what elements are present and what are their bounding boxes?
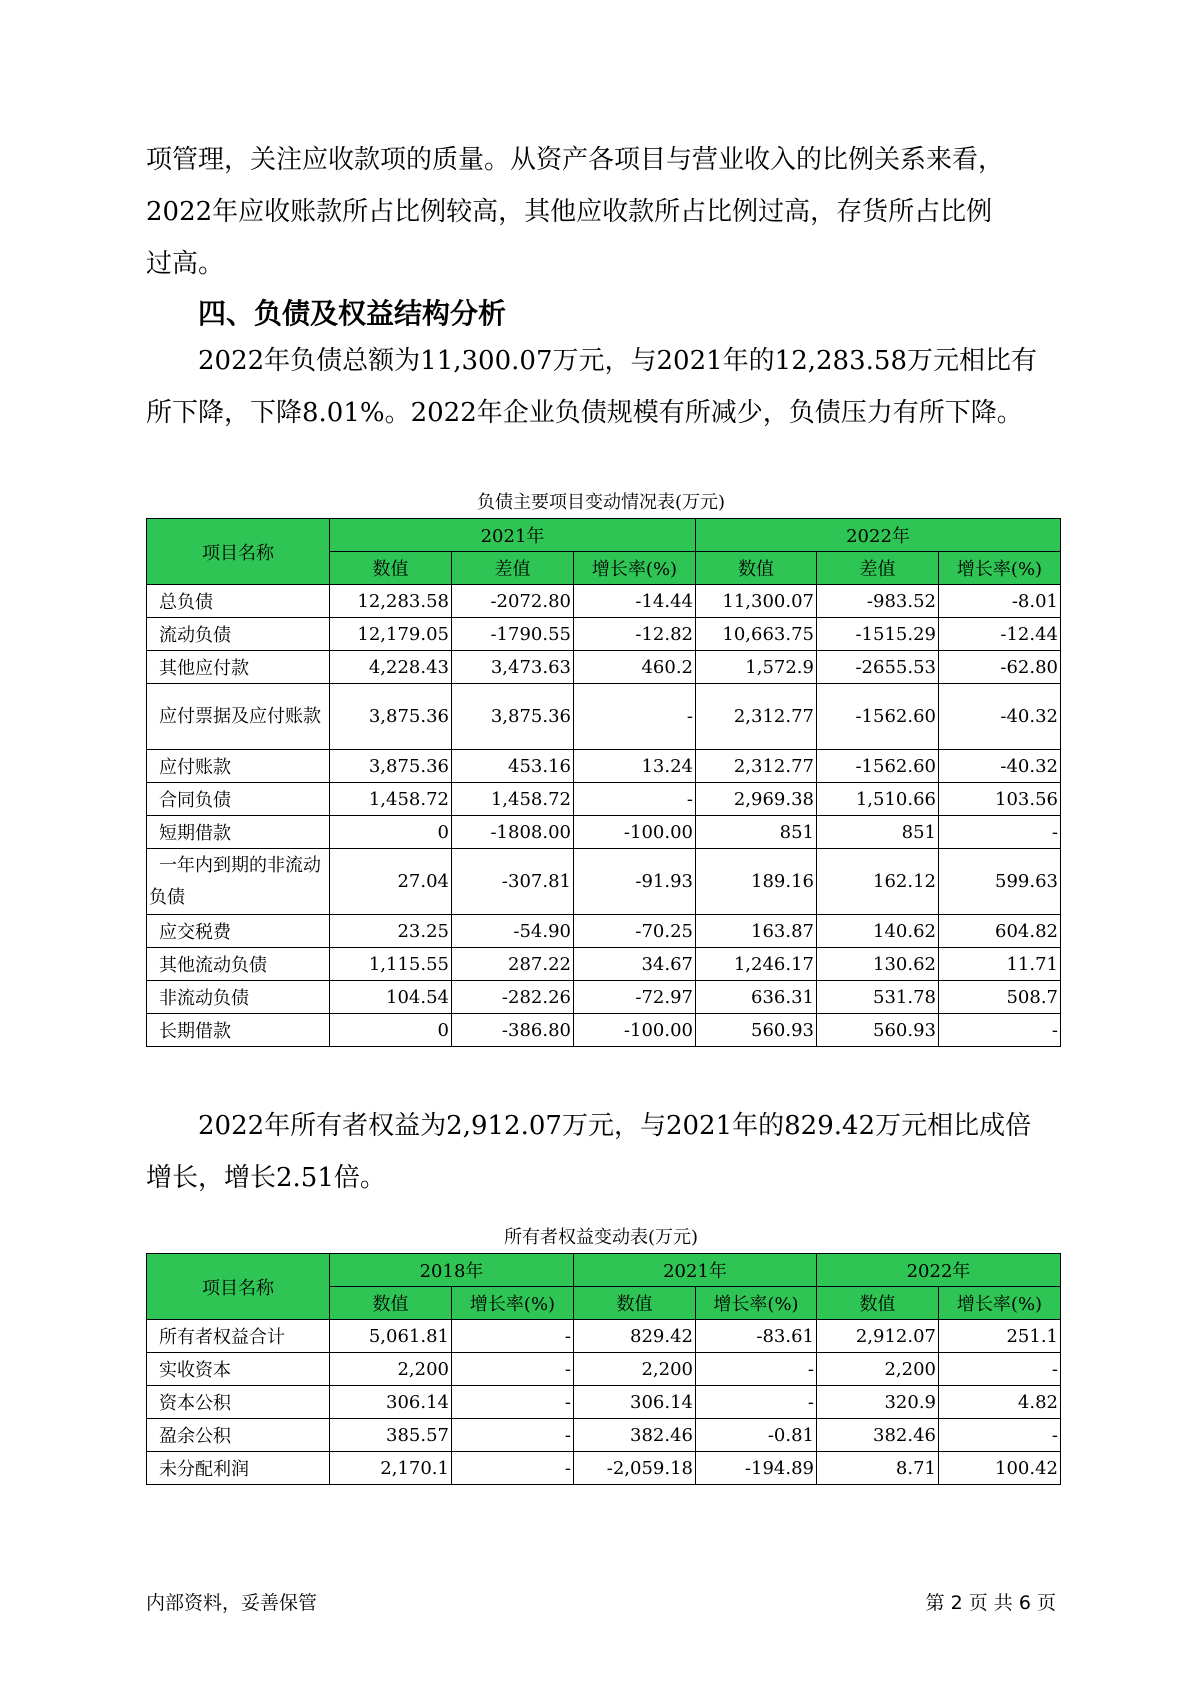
table-row [147, 1386, 1061, 1419]
value-cell: - [452, 1419, 574, 1452]
column-header-growth: 增长率(%) [696, 1287, 817, 1320]
table-row [147, 1419, 1061, 1452]
value-cell: 851 [817, 816, 939, 849]
table2-caption: 所有者权益变动表(万元) [503, 1227, 699, 1248]
value-cell: 851 [696, 816, 817, 849]
row-name-cell: 长期借款 [147, 1014, 330, 1047]
value-cell: 460.2 [574, 651, 696, 684]
column-header-growth: 增长率(%) [939, 1287, 1061, 1320]
value-cell: -0.81 [696, 1419, 817, 1452]
row-name-cell: 应交税费 [147, 915, 330, 948]
section-heading: 四、负债及权益结构分析 [198, 297, 507, 330]
value-cell: 560.93 [817, 1014, 939, 1047]
value-cell: 0 [330, 1014, 452, 1047]
value-cell: 385.57 [330, 1419, 452, 1452]
value-cell: -1808.00 [452, 816, 574, 849]
value-cell: -12.44 [939, 618, 1061, 651]
value-cell: -100.00 [574, 816, 696, 849]
intro-paragraph [146, 134, 1056, 290]
row-name-cell: 实收资本 [147, 1353, 330, 1386]
table-row [147, 1320, 1061, 1353]
row-name-cell: 应付账款 [147, 750, 330, 783]
page-total: 6 [1018, 1592, 1031, 1614]
value-cell: 251.1 [939, 1320, 1061, 1353]
value-cell: 5,061.81 [330, 1320, 452, 1353]
value-cell: - [452, 1353, 574, 1386]
value-cell: 3,875.36 [452, 684, 574, 750]
value-cell: 4,228.43 [330, 651, 452, 684]
intro-line: 项管理，关注应收款项的质量。从资产各项目与营业收入的比例关系来看， [146, 145, 1005, 175]
value-cell: -307.81 [452, 849, 574, 915]
value-cell: -1515.29 [817, 618, 939, 651]
value-cell: 0 [330, 816, 452, 849]
value-cell: 163.87 [696, 915, 817, 948]
footer-page-number [926, 1590, 1056, 1616]
value-cell: -91.93 [574, 849, 696, 915]
value-cell: 11.71 [939, 948, 1061, 981]
column-header-value: 数值 [817, 1287, 939, 1320]
value-cell: 306.14 [574, 1386, 696, 1419]
value-cell: -1790.55 [452, 618, 574, 651]
value-cell: 382.46 [817, 1419, 939, 1452]
value-cell: 2,312.77 [696, 684, 817, 750]
value-cell: -386.80 [452, 1014, 574, 1047]
value-cell: 2,170.1 [330, 1452, 452, 1485]
column-header-value: 数值 [696, 552, 817, 585]
column-header-item-name: 项目名称 [147, 519, 330, 585]
value-cell: 27.04 [330, 849, 452, 915]
row-name-cell: 未分配利润 [147, 1452, 330, 1485]
value-cell: 2,912.07 [817, 1320, 939, 1353]
value-cell: 2,200 [574, 1353, 696, 1386]
value-cell: 1,115.55 [330, 948, 452, 981]
value-cell: 1,458.72 [330, 783, 452, 816]
row-name-cell: 一年内到期的非流动负债 [147, 849, 330, 915]
value-cell: -40.32 [939, 684, 1061, 750]
value-cell: -14.44 [574, 585, 696, 618]
table-row [147, 981, 1061, 1014]
column-header-diff: 差值 [452, 552, 574, 585]
value-cell: -100.00 [574, 1014, 696, 1047]
equity-table [146, 1253, 1061, 1485]
value-cell: - [939, 1014, 1061, 1047]
value-cell: 1,510.66 [817, 783, 939, 816]
value-cell: 34.67 [574, 948, 696, 981]
column-group-2022: 2022年 [817, 1254, 1061, 1287]
row-name-cell: 总负债 [147, 585, 330, 618]
table-row [147, 849, 1061, 915]
value-cell: -12.82 [574, 618, 696, 651]
value-cell: 11,300.07 [696, 585, 817, 618]
column-group-2021: 2021年 [574, 1254, 817, 1287]
value-cell: 103.56 [939, 783, 1061, 816]
value-cell: 1,246.17 [696, 948, 817, 981]
paragraph-line: 增长，增长2.51倍。 [146, 1163, 386, 1193]
table-row [147, 948, 1061, 981]
table-row [147, 651, 1061, 684]
table-row [147, 783, 1061, 816]
column-header-item-name: 项目名称 [147, 1254, 330, 1320]
value-cell: -194.89 [696, 1452, 817, 1485]
value-cell: -54.90 [452, 915, 574, 948]
value-cell: 2,969.38 [696, 783, 817, 816]
value-cell: 2,200 [817, 1353, 939, 1386]
column-group-2022: 2022年 [696, 519, 1061, 552]
column-header-growth: 增长率(%) [939, 552, 1061, 585]
value-cell: 23.25 [330, 915, 452, 948]
value-cell: 320.9 [817, 1386, 939, 1419]
table-row [147, 684, 1061, 750]
value-cell: 130.62 [817, 948, 939, 981]
value-cell: 3,473.63 [452, 651, 574, 684]
value-cell: 12,179.05 [330, 618, 452, 651]
value-cell: -282.26 [452, 981, 574, 1014]
value-cell: -2072.80 [452, 585, 574, 618]
column-header-value: 数值 [330, 1287, 452, 1320]
value-cell: 2,312.77 [696, 750, 817, 783]
table1-caption: 负债主要项目变动情况表(万元) [476, 492, 726, 513]
equity-summary-paragraph [146, 1100, 1056, 1204]
value-cell: 104.54 [330, 981, 452, 1014]
value-cell: -72.97 [574, 981, 696, 1014]
value-cell: 453.16 [452, 750, 574, 783]
column-group-2021: 2021年 [330, 519, 696, 552]
value-cell: 140.62 [817, 915, 939, 948]
row-name-cell: 非流动负债 [147, 981, 330, 1014]
value-cell: - [452, 1386, 574, 1419]
table-row [147, 1014, 1061, 1047]
value-cell: 3,875.36 [330, 750, 452, 783]
value-cell: 162.12 [817, 849, 939, 915]
value-cell: -83.61 [696, 1320, 817, 1353]
table-row [147, 1452, 1061, 1485]
value-cell: 3,875.36 [330, 684, 452, 750]
page-current: 2 [950, 1592, 963, 1614]
value-cell: 829.42 [574, 1320, 696, 1353]
value-cell: -1562.60 [817, 684, 939, 750]
row-name-cell: 应付票据及应付账款 [147, 684, 330, 750]
value-cell: -70.25 [574, 915, 696, 948]
column-header-value: 数值 [574, 1287, 696, 1320]
value-cell: -8.01 [939, 585, 1061, 618]
intro-line: 2022年应收账款所占比例较高，其他应收款所占比例过高，存货所占比例 [146, 197, 993, 227]
value-cell: 1,458.72 [452, 783, 574, 816]
page-mid: 页 共 [968, 1592, 1013, 1614]
value-cell: -983.52 [817, 585, 939, 618]
value-cell: 287.22 [452, 948, 574, 981]
value-cell: - [452, 1320, 574, 1353]
row-name-cell: 其他应付款 [147, 651, 330, 684]
value-cell: - [574, 783, 696, 816]
paragraph-line: 2022年负债总额为11,300.07万元，与2021年的12,283.58万元相比有 [198, 346, 1037, 376]
value-cell: -40.32 [939, 750, 1061, 783]
row-name-cell: 其他流动负债 [147, 948, 330, 981]
value-cell: - [696, 1386, 817, 1419]
column-group-2018: 2018年 [330, 1254, 574, 1287]
page-prefix: 第 [925, 1592, 945, 1614]
table-row [147, 1353, 1061, 1386]
value-cell: 8.71 [817, 1452, 939, 1485]
value-cell: 382.46 [574, 1419, 696, 1452]
value-cell: - [939, 1419, 1061, 1452]
table-row [147, 618, 1061, 651]
value-cell: - [574, 684, 696, 750]
value-cell: -1562.60 [817, 750, 939, 783]
value-cell: 604.82 [939, 915, 1061, 948]
table-row [147, 750, 1061, 783]
value-cell: - [452, 1452, 574, 1485]
value-cell: 636.31 [696, 981, 817, 1014]
intro-line: 过高。 [146, 249, 225, 279]
value-cell: -62.80 [939, 651, 1061, 684]
row-name-cell: 所有者权益合计 [147, 1320, 330, 1353]
value-cell: -2655.53 [817, 651, 939, 684]
value-cell: - [939, 816, 1061, 849]
value-cell: - [939, 1353, 1061, 1386]
row-name-cell: 短期借款 [147, 816, 330, 849]
column-header-growth: 增长率(%) [452, 1287, 574, 1320]
value-cell: 560.93 [696, 1014, 817, 1047]
value-cell: 10,663.75 [696, 618, 817, 651]
paragraph-line: 所下降，下降8.01%。2022年企业负债规模有所减少，负债压力有所下降。 [146, 398, 1023, 428]
row-name-cell: 流动负债 [147, 618, 330, 651]
value-cell: - [696, 1353, 817, 1386]
column-header-growth: 增长率(%) [574, 552, 696, 585]
value-cell: 599.63 [939, 849, 1061, 915]
value-cell: 1,572.9 [696, 651, 817, 684]
liability-summary-paragraph [146, 335, 1056, 439]
value-cell: 4.82 [939, 1386, 1061, 1419]
row-name-cell: 资本公积 [147, 1386, 330, 1419]
column-header-diff: 差值 [817, 552, 939, 585]
page-suffix: 页 [1036, 1592, 1056, 1614]
row-name-cell: 合同负债 [147, 783, 330, 816]
paragraph-line: 2022年所有者权益为2,912.07万元，与2021年的829.42万元相比成倍 [198, 1111, 1032, 1141]
value-cell: -2,059.18 [574, 1452, 696, 1485]
value-cell: 531.78 [817, 981, 939, 1014]
value-cell: 306.14 [330, 1386, 452, 1419]
value-cell: 13.24 [574, 750, 696, 783]
column-header-value: 数值 [330, 552, 452, 585]
footer-confidential-note: 内部资料，妥善保管 [146, 1592, 318, 1614]
value-cell: 2,200 [330, 1353, 452, 1386]
value-cell: 100.42 [939, 1452, 1061, 1485]
value-cell: 508.7 [939, 981, 1061, 1014]
table-row [147, 816, 1061, 849]
liability-table [146, 518, 1061, 1047]
table-row [147, 585, 1061, 618]
value-cell: 12,283.58 [330, 585, 452, 618]
value-cell: 189.16 [696, 849, 817, 915]
row-name-cell: 盈余公积 [147, 1419, 330, 1452]
table-row [147, 915, 1061, 948]
